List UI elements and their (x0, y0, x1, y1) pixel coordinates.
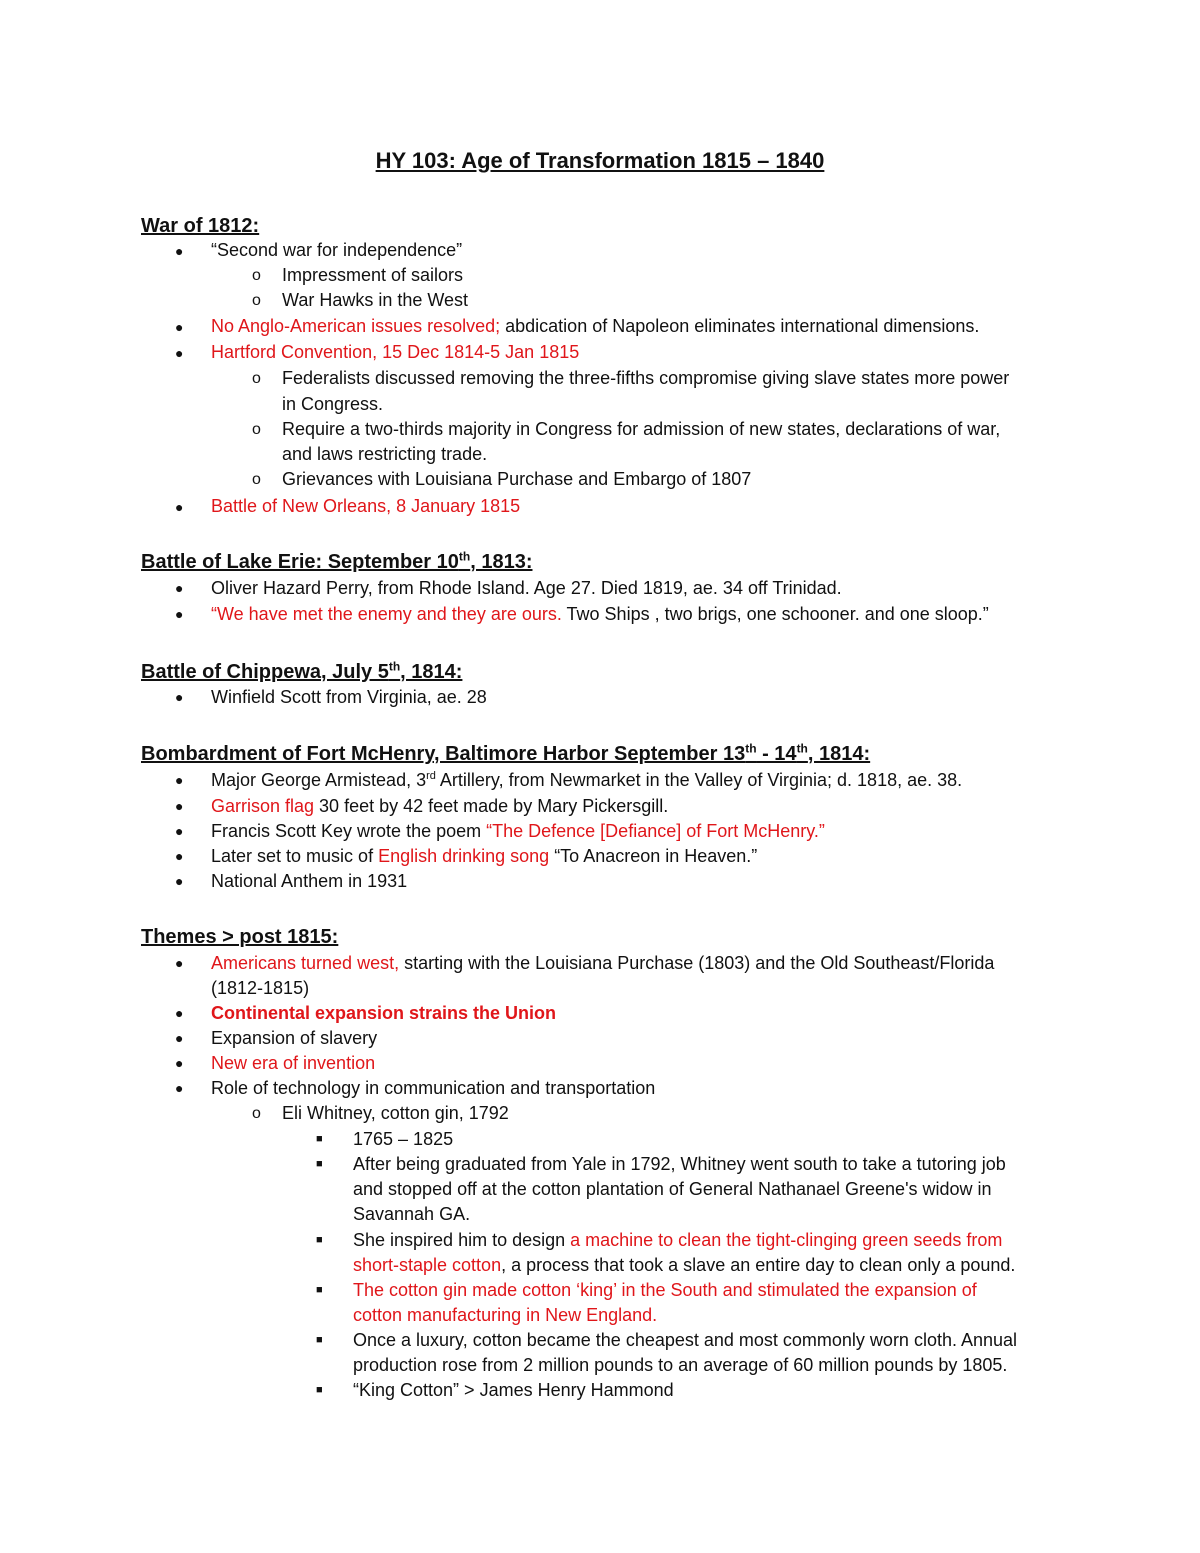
bullet-icon: ● (175, 798, 184, 814)
highlight-text: “We have met the enemy and they are ours. (211, 604, 562, 624)
highlight-text: Garrison flag (211, 796, 315, 816)
square-bullet-icon: ■ (316, 1234, 323, 1246)
bullet-icon: ● (175, 606, 184, 622)
list-item: “Second war for independence” (211, 240, 463, 260)
list-item (211, 819, 825, 844)
body-text: starting with the Louisiana Purchase (1803) and the Old Southeast/Florida (399, 953, 995, 973)
body-text: 30 feet by 42 feet made by Mary Pickersgill. (314, 796, 669, 816)
section-heading-chippewa: Battle of Chippewa, July 5th, 1814: (141, 659, 463, 683)
list-item: Grievances with Louisiana Purchase and Embargo of 1807 (282, 469, 752, 489)
list-item: Expansion of slavery (211, 1028, 378, 1048)
list-item-continued (353, 1253, 1015, 1278)
bullet-icon: ● (175, 580, 184, 596)
section-heading-lake-erie: Battle of Lake Erie: September 10th, 1813: (141, 549, 533, 573)
highlight-text: Americans turned west, (211, 953, 400, 973)
list-item: The cotton gin made cotton ‘king’ in the South and stimulated the expansion of (353, 1280, 977, 1300)
list-item: Hartford Convention, 15 Dec 1814-5 Jan 1815 (211, 342, 580, 362)
list-item: Oliver Hazard Perry, from Rhode Island. Age 27. Died 1819, ae. 34 off Trinidad. (211, 578, 842, 598)
highlight-text: a machine to clean the tight-clinging green seeds from (570, 1230, 1003, 1250)
highlight-text: No Anglo-American issues resolved; (211, 316, 501, 336)
list-item: War Hawks in the West (282, 290, 469, 310)
bullet-icon: ● (175, 848, 184, 864)
square-bullet-icon: ■ (316, 1158, 323, 1170)
circle-bullet-icon: o (252, 421, 261, 438)
list-item-continued: cotton manufacturing in New England. (353, 1305, 658, 1325)
list-item (211, 951, 994, 976)
highlight-text: “The Defence [Defiance] of Fort McHenry.” (486, 821, 825, 841)
circle-bullet-icon: o (252, 370, 261, 387)
list-item: Battle of New Orleans, 8 January 1815 (211, 496, 521, 516)
list-item: Once a luxury, cotton became the cheapest and most commonly worn cloth. Annual (353, 1330, 1018, 1350)
bullet-icon: ● (175, 1080, 184, 1096)
circle-bullet-icon: o (252, 267, 261, 284)
list-item-continued: and laws restricting trade. (282, 444, 488, 464)
list-item: Eli Whitney, cotton gin, 1792 (282, 1103, 509, 1123)
list-item: After being graduated from Yale in 1792, Whitney went south to take a tutoring job (353, 1154, 1006, 1174)
highlight-text: English drinking song (378, 846, 550, 866)
bullet-icon: ● (175, 1030, 184, 1046)
section-heading-war-1812: War of 1812: (141, 215, 260, 237)
body-text: abdication of Napoleon eliminates international dimensions. (500, 316, 980, 336)
list-item: Major George Armistead, 3rd Artillery, from Newmarket in the Valley of Virginia; d. 1818, ae. 38. (211, 770, 963, 790)
bullet-icon: ● (175, 772, 184, 788)
body-text: “To Anacreon in Heaven.” (549, 846, 758, 866)
bullet-icon: ● (175, 243, 184, 259)
bullet-icon: ● (175, 689, 184, 705)
bullet-icon: ● (175, 1055, 184, 1071)
bullet-icon: ● (175, 823, 184, 839)
list-item: Impressment of sailors (282, 265, 464, 285)
body-text: Later set to music of (211, 846, 379, 866)
body-text: She inspired him to design (353, 1230, 571, 1250)
section-heading-themes: Themes > post 1815: (141, 926, 339, 948)
list-item-continued: production rose from 2 million pounds to an average of 60 million pounds by 1805. (353, 1355, 1008, 1375)
list-item: 1765 – 1825 (353, 1129, 454, 1149)
list-item-continued: (1812-1815) (211, 978, 310, 998)
square-bullet-icon: ■ (316, 1334, 323, 1346)
list-item: National Anthem in 1931 (211, 871, 408, 891)
section-heading-fort-mchenry: Bombardment of Fort McHenry, Baltimore Harbor September 13th - 14th, 1814: (141, 741, 871, 765)
highlight-text: short-staple cotton (353, 1255, 502, 1275)
list-item (211, 844, 757, 869)
list-item (353, 1228, 1002, 1253)
list-item: Role of technology in communication and transportation (211, 1078, 656, 1098)
list-item-continued: and stopped off at the cotton plantation of General Nathanael Greene's widow in (353, 1179, 992, 1199)
list-item (211, 794, 668, 819)
list-item: “King Cotton” > James Henry Hammond (353, 1380, 674, 1400)
list-item (211, 602, 989, 627)
list-item: Winfield Scott from Virginia, ae. 28 (211, 687, 487, 707)
bullet-icon: ● (175, 873, 184, 889)
list-item-continued: in Congress. (282, 394, 384, 414)
square-bullet-icon: ■ (316, 1284, 323, 1296)
list-item-continued: Savannah GA. (353, 1204, 471, 1224)
list-item (211, 314, 979, 339)
page-title: HY 103: Age of Transformation 1815 – 1840 (375, 148, 825, 173)
circle-bullet-icon: o (252, 1105, 261, 1122)
circle-bullet-icon: o (252, 292, 261, 309)
circle-bullet-icon: o (252, 471, 261, 488)
list-item: Continental expansion strains the Union (211, 1003, 557, 1023)
square-bullet-icon: ■ (316, 1133, 323, 1145)
list-item: New era of invention (211, 1053, 376, 1073)
body-text: Francis Scott Key wrote the poem (211, 821, 487, 841)
bullet-icon: ● (175, 499, 184, 515)
bullet-icon: ● (175, 319, 184, 335)
body-text: Two Ships , two brigs, one schooner. and one sloop.” (561, 604, 989, 624)
bullet-icon: ● (175, 345, 184, 361)
bullet-icon: ● (175, 1005, 184, 1021)
bullet-icon: ● (175, 955, 184, 971)
body-text: , a process that took a slave an entire day to clean only a pound. (501, 1255, 1016, 1275)
square-bullet-icon: ■ (316, 1384, 323, 1396)
list-item: Federalists discussed removing the three-fifths compromise giving slave states more power (282, 368, 1010, 388)
list-item: Require a two-thirds majority in Congress for admission of new states, declarations of war, (282, 419, 1001, 439)
